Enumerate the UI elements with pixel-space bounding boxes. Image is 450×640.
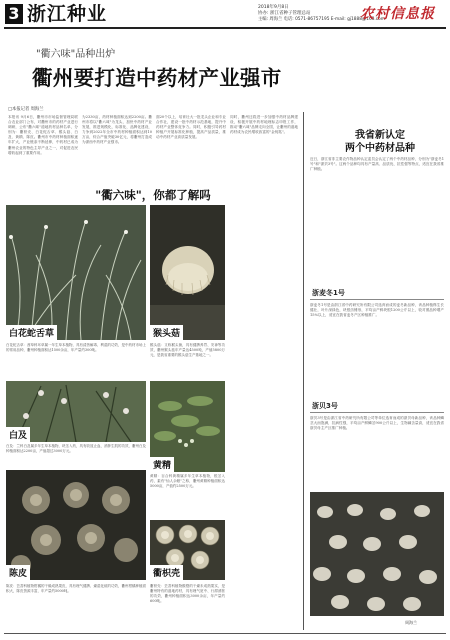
kicker: "衢六味"品种出炉	[36, 49, 116, 60]
bottom-rule	[4, 633, 446, 634]
caption-baiji: 白及：兰科白及属多年生草本植物，块茎入药，具有收敛止血、消肿生肌的功效，衢州白及种植面积达2200亩，产值超过3000万元。	[6, 444, 146, 453]
photo-label: 陈皮	[6, 565, 30, 580]
photo-huangjing	[150, 381, 225, 472]
sidebar-title-1: 我省新认定	[355, 130, 405, 141]
sub2-title: 浙贝3号	[312, 402, 338, 410]
photo-label: 白花蛇舌草	[6, 325, 57, 340]
photo-baihuasheshecao	[6, 205, 146, 340]
sub2-rule	[310, 412, 444, 413]
mushroom-illustration	[150, 205, 225, 340]
caption-huangjing: 黄精：百合科黄精属多年生草本植物，根茎入药，素有"仙人余粮"之称，衢州黄精种植面积达5000亩，产值约2500万元。	[150, 474, 225, 488]
contact-line: 主编: 周海兰 电话: 0571-86757195 E-mail: gj1888@163.com	[258, 17, 385, 22]
header-rule	[4, 27, 446, 29]
article-column-4: 同时，衢州还将进一步加强中药材品牌建设，积极开展中药材地理标志申报工作，推动"衢六味"品牌走向全国，让衢州的道地药材成为农民增收致富的"金钥匙"。	[230, 115, 298, 135]
sidebar-intro: 近日，浙江省非主要农作物品种认定委员会认定了两个中药材品种，分别为"浙麦冬1号"和"浙贝3号"。这两个品种均具有产量高、品质优、抗性强等特点，适宜在我省推广种植。	[310, 157, 444, 172]
photo-chenpi	[6, 470, 146, 580]
photo-baiji	[6, 381, 146, 442]
zhebei-field-illustration	[310, 492, 444, 616]
chenpi-illustration	[6, 470, 146, 580]
photo-credit: 周海兰	[405, 620, 417, 625]
photo-quzhike	[150, 520, 225, 580]
sub1-title: 浙麦冬1号	[312, 289, 345, 297]
photo-label: 黄精	[150, 457, 174, 472]
photo-houtougu	[150, 205, 225, 340]
headline: 衢州要打造中药材产业强市	[32, 66, 282, 90]
sub2-text: 浙贝3号是由浙江省中药研究所有限公司等单位选育而成的浙贝母新品种，该品种鳞茎大而饱满，抗病性强，平均亩产鲜鳞茎900公斤以上，生物碱含量高，适宜在我省浙贝母主产区推广种植。	[310, 416, 444, 431]
date-line: 2018年9月8日	[258, 5, 289, 10]
caption-quzhike: 衢枳壳：芸香科植物酸橙的干燥未成熟果实，是衢州特有的道地药材，具有理气宽中、行滞消胀的功效，衢州种植面积达3000余亩，年产量约600吨。	[150, 584, 225, 603]
photo-label: 衢枳壳	[150, 565, 183, 580]
caption-baihuasheshecao: 白花蛇舌草：茜草科耳草属一年生草本植物，具有清热解毒、利湿的功效，是中药材市场上的常用品种，衢州种植面积达1500余亩，年产量约300吨。	[6, 343, 146, 352]
caption-chenpi: 陈皮：芸香科植物柑橘的干燥成熟果皮，具有理气健脾、燥湿化痰的功效，衢州柑橘种植面积大，陈皮资源丰富，年产量约5000吨。	[6, 584, 146, 593]
article-column-2: 为2330亩，药材种植面积达到2200亩。衢州市将以"衢六味"为龙头，加快中药材产业发展，推进规模化、标准化、品牌化建设，力争到2022年全市中药材种植面积达到10万亩，综合产值突破30亿元，将衢州打造成为浙西中药材产业强市。	[82, 115, 152, 145]
photo-label: 猴头菇	[150, 325, 183, 340]
photo-label: 白及	[6, 427, 30, 442]
sub1-text: 浙麦冬1号是由浙江省中药研究所有限公司选育而成的麦冬新品种，该品种植株生长健壮，叶片深绿色，块根纺锤形，平均亩产鲜块根1200公斤以上，较对照品种增产15%以上，适宜在我省麦冬产区种植推广。	[310, 303, 444, 318]
byline: □本报记者 周海兰	[8, 107, 44, 112]
page-number-box	[5, 4, 23, 24]
article-column-3: 面20个以上，培育壮大一批龙头企业和专业合作社，建设一批中药材示范基地，提升中药材产业整体竞争力。同时，积极引导药材种植户开展标准化种植，提高产品质量，推动中药材产业高质量发展。	[156, 115, 226, 140]
masthead-logo: 农村信息报	[360, 6, 435, 22]
caption-houtougu: 猴头菇：又称猴头菌，具有健脾养胃、安神等功效，衢州猴头菇年产量达4500吨，产值5800万元，是我省重要的猴头菇生产基地之一。	[150, 343, 225, 357]
gallery-title: "衢六味"，你都了解吗	[95, 188, 211, 202]
sidebar-photo	[310, 492, 444, 616]
column-divider	[303, 112, 304, 630]
grass-illustration	[6, 205, 146, 340]
sub1-rule	[310, 299, 444, 300]
article-column-1: 本报讯 9月6日，衢州市市场监督管理局联合农业部门公布，对衢州市的药材产业进行调研，公布"衢六味"道地药材品种名单，分别为：衢枳壳、白花蛇舌草、猴头菇、白及、黄精、陈皮。衢州市中药材种植面积逐年扩大，产业链条不断延伸，中药材已成为衢州农业的特色主导产业之一，对促进农民增收起到了重要作用。	[8, 115, 78, 155]
sidebar-title-2: 两个中药材品种	[345, 143, 415, 154]
section-title: 浙江种业	[27, 3, 108, 25]
page-number: 3	[8, 4, 20, 23]
editor-line: 协办: 浙江省种子管理总站	[258, 11, 311, 16]
